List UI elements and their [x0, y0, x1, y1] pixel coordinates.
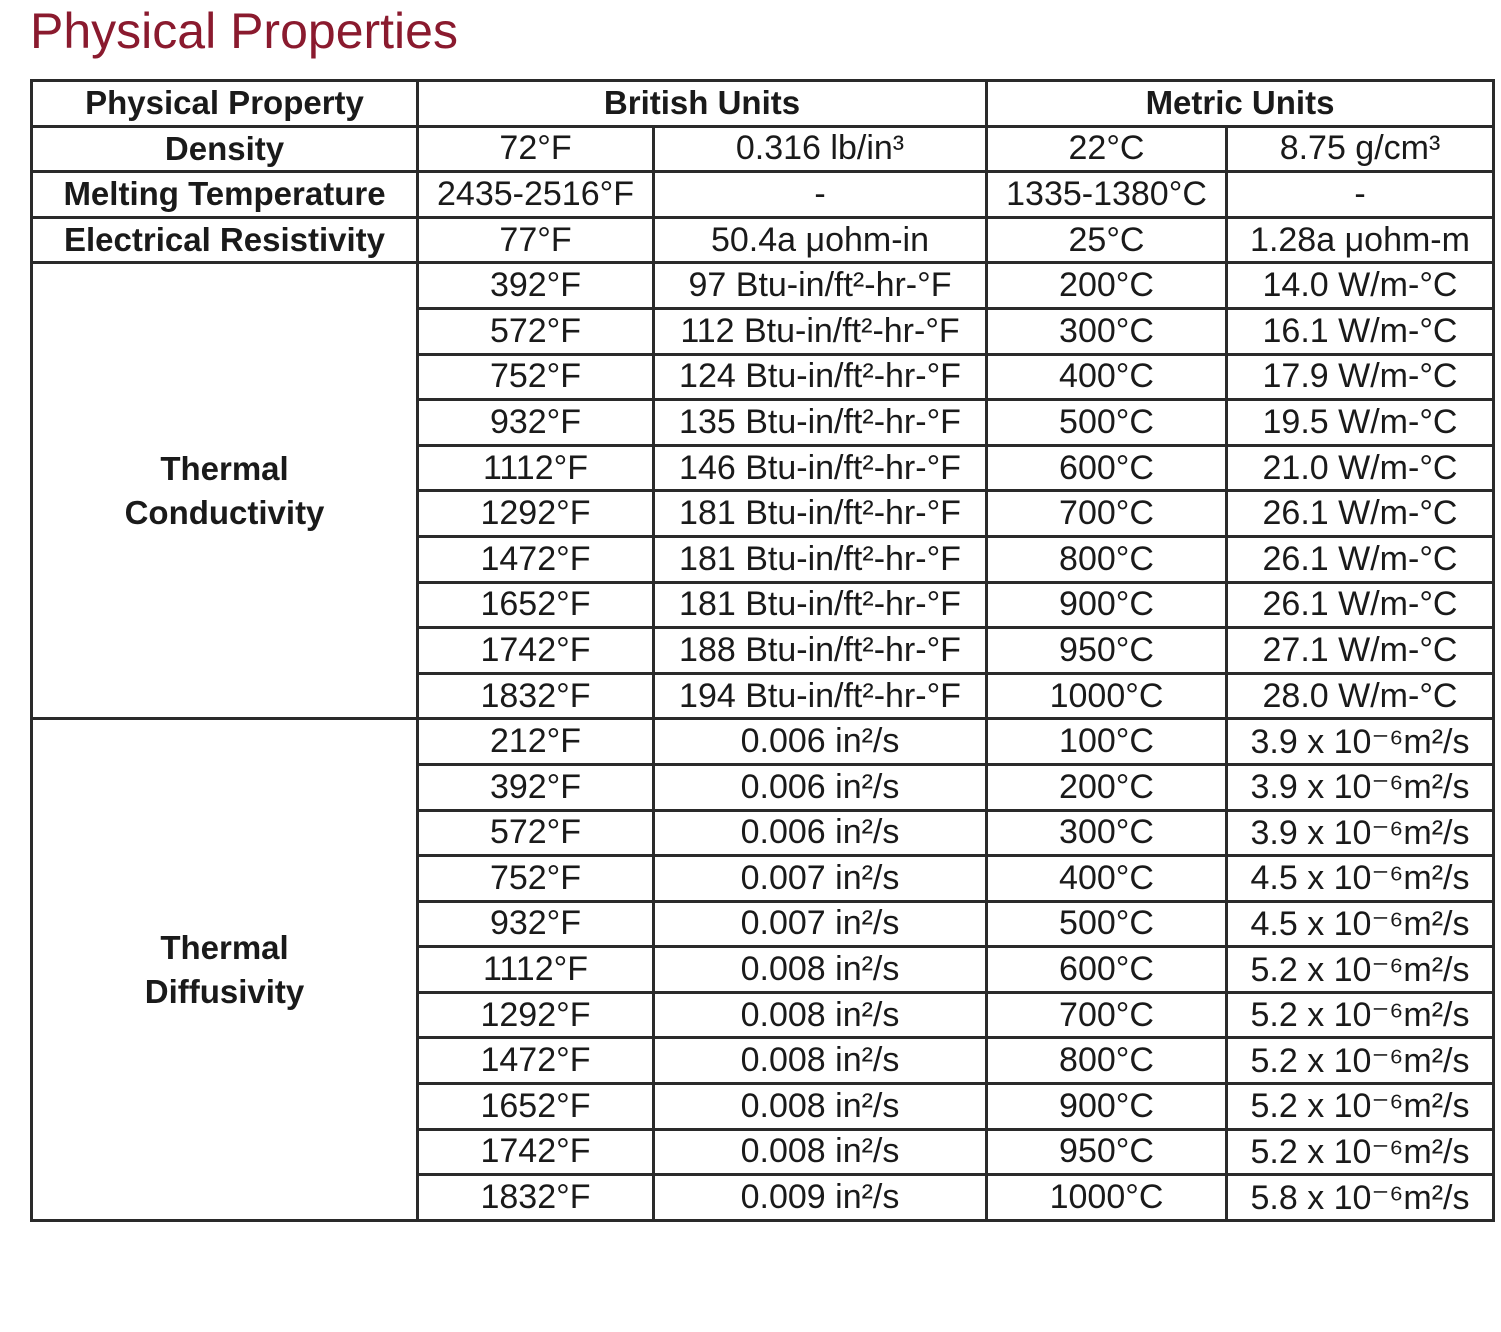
- british-value: 0.006 in²/s: [654, 719, 987, 765]
- table-row: [32, 263, 1494, 309]
- british-temp: 212°F: [418, 719, 654, 765]
- british-value: 146 Btu-in/ft²-hr-°F: [654, 445, 987, 491]
- british-value: 0.008 in²/s: [654, 1038, 987, 1084]
- metric-temp: 600°C: [987, 445, 1227, 491]
- header-metric-units: Metric Units: [987, 81, 1494, 127]
- metric-temp: 700°C: [987, 992, 1227, 1038]
- metric-value: 14.0 W/m-°C: [1227, 263, 1494, 309]
- metric-temp: 800°C: [987, 1038, 1227, 1084]
- british-temp: 1832°F: [418, 673, 654, 719]
- metric-value: 26.1 W/m-°C: [1227, 491, 1494, 537]
- british-value: 0.008 in²/s: [654, 992, 987, 1038]
- british-temp: 1742°F: [418, 628, 654, 674]
- british-value: 0.008 in²/s: [654, 1084, 987, 1130]
- metric-temp: 500°C: [987, 901, 1227, 947]
- header-british-units: British Units: [418, 81, 987, 127]
- british-value: 0.006 in²/s: [654, 764, 987, 810]
- metric-temp: 500°C: [987, 400, 1227, 446]
- british-temp: 1112°F: [418, 445, 654, 491]
- british-temp: 1292°F: [418, 491, 654, 537]
- british-temp: 392°F: [418, 263, 654, 309]
- metric-value: 5.2 x 10⁻⁶m²/s: [1227, 1129, 1494, 1175]
- british-temp: 2435-2516°F: [418, 172, 654, 218]
- row-property: Melting Temperature: [32, 172, 418, 218]
- metric-temp: 950°C: [987, 1129, 1227, 1175]
- metric-value: -: [1227, 172, 1494, 218]
- row-property: Density: [32, 126, 418, 172]
- metric-value: 5.2 x 10⁻⁶m²/s: [1227, 1038, 1494, 1084]
- metric-temp: 25°C: [987, 217, 1227, 263]
- metric-value: 5.2 x 10⁻⁶m²/s: [1227, 1084, 1494, 1130]
- metric-temp: 400°C: [987, 354, 1227, 400]
- table-row: [32, 126, 1494, 172]
- metric-value: 4.5 x 10⁻⁶m²/s: [1227, 901, 1494, 947]
- metric-temp: 800°C: [987, 536, 1227, 582]
- british-temp: 1472°F: [418, 536, 654, 582]
- metric-temp: 200°C: [987, 764, 1227, 810]
- metric-value: 16.1 W/m-°C: [1227, 308, 1494, 354]
- british-value: 181 Btu-in/ft²-hr-°F: [654, 582, 987, 628]
- british-value: 0.009 in²/s: [654, 1175, 987, 1221]
- british-value: 0.007 in²/s: [654, 856, 987, 902]
- thermal-conductivity-label: [32, 263, 418, 719]
- british-temp: 1292°F: [418, 992, 654, 1038]
- british-value: 0.008 in²/s: [654, 947, 987, 993]
- metric-value: 3.9 x 10⁻⁶m²/s: [1227, 719, 1494, 765]
- british-temp: 1652°F: [418, 1084, 654, 1130]
- british-temp: 1112°F: [418, 947, 654, 993]
- metric-value: 4.5 x 10⁻⁶m²/s: [1227, 856, 1494, 902]
- british-temp: 1832°F: [418, 1175, 654, 1221]
- metric-value: 3.9 x 10⁻⁶m²/s: [1227, 810, 1494, 856]
- british-value: 0.007 in²/s: [654, 901, 987, 947]
- metric-temp: 200°C: [987, 263, 1227, 309]
- metric-value: 19.5 W/m-°C: [1227, 400, 1494, 446]
- metric-value: 27.1 W/m-°C: [1227, 628, 1494, 674]
- metric-temp: 300°C: [987, 810, 1227, 856]
- british-value: 135 Btu-in/ft²-hr-°F: [654, 400, 987, 446]
- british-temp: 572°F: [418, 308, 654, 354]
- british-value: 0.006 in²/s: [654, 810, 987, 856]
- british-temp: 1472°F: [418, 1038, 654, 1084]
- british-temp: 77°F: [418, 217, 654, 263]
- british-temp: 932°F: [418, 901, 654, 947]
- british-value: 124 Btu-in/ft²-hr-°F: [654, 354, 987, 400]
- metric-value: 17.9 W/m-°C: [1227, 354, 1494, 400]
- header-physical-property: Physical Property: [32, 81, 418, 127]
- table-row: [32, 172, 1494, 218]
- british-temp: 72°F: [418, 126, 654, 172]
- british-value: 194 Btu-in/ft²-hr-°F: [654, 673, 987, 719]
- thermal-diffusivity-label-line2: Diffusivity: [144, 972, 305, 1010]
- british-temp: 1652°F: [418, 582, 654, 628]
- metric-value: 5.8 x 10⁻⁶m²/s: [1227, 1175, 1494, 1221]
- british-temp: 572°F: [418, 810, 654, 856]
- british-value: 112 Btu-in/ft²-hr-°F: [654, 308, 987, 354]
- metric-temp: 1000°C: [987, 673, 1227, 719]
- metric-temp: 300°C: [987, 308, 1227, 354]
- british-value: 97 Btu-in/ft²-hr-°F: [654, 263, 987, 309]
- metric-value: 28.0 W/m-°C: [1227, 673, 1494, 719]
- metric-value: 5.2 x 10⁻⁶m²/s: [1227, 947, 1494, 993]
- british-temp: 752°F: [418, 856, 654, 902]
- metric-temp: 900°C: [987, 582, 1227, 628]
- british-value: 0.008 in²/s: [654, 1129, 987, 1175]
- metric-value: 21.0 W/m-°C: [1227, 445, 1494, 491]
- metric-value: 1.28a μohm-m: [1227, 217, 1494, 263]
- thermal-diffusivity-label: [32, 719, 418, 1221]
- thermal-diffusivity-label-line1: Thermal: [160, 928, 289, 966]
- british-value: 0.316 lb/in³: [654, 126, 987, 172]
- metric-temp: 1000°C: [987, 1175, 1227, 1221]
- metric-temp: 950°C: [987, 628, 1227, 674]
- british-temp: 1742°F: [418, 1129, 654, 1175]
- british-value: 188 Btu-in/ft²-hr-°F: [654, 628, 987, 674]
- metric-value: 5.2 x 10⁻⁶m²/s: [1227, 992, 1494, 1038]
- metric-temp: 600°C: [987, 947, 1227, 993]
- row-property: Electrical Resistivity: [32, 217, 418, 263]
- british-temp: 392°F: [418, 764, 654, 810]
- british-temp: 932°F: [418, 400, 654, 446]
- metric-temp: 700°C: [987, 491, 1227, 537]
- metric-value: 3.9 x 10⁻⁶m²/s: [1227, 764, 1494, 810]
- metric-value: 26.1 W/m-°C: [1227, 582, 1494, 628]
- metric-value: 8.75 g/cm³: [1227, 126, 1494, 172]
- british-value: 181 Btu-in/ft²-hr-°F: [654, 491, 987, 537]
- table-row: [32, 217, 1494, 263]
- british-value: 181 Btu-in/ft²-hr-°F: [654, 536, 987, 582]
- page-title: Physical Properties: [30, 3, 458, 59]
- british-value: 50.4a μohm-in: [654, 217, 987, 263]
- metric-temp: 400°C: [987, 856, 1227, 902]
- british-temp: 752°F: [418, 354, 654, 400]
- metric-temp: 900°C: [987, 1084, 1227, 1130]
- thermal-conductivity-label-line1: Thermal: [160, 449, 289, 487]
- metric-temp: 22°C: [987, 126, 1227, 172]
- metric-temp: 100°C: [987, 719, 1227, 765]
- physical-properties-table: [30, 79, 1495, 1222]
- metric-value: 26.1 W/m-°C: [1227, 536, 1494, 582]
- table-row: [32, 719, 1494, 765]
- british-value: -: [654, 172, 987, 218]
- thermal-conductivity-label-line2: Conductivity: [124, 493, 325, 531]
- metric-temp: 1335-1380°C: [987, 172, 1227, 218]
- table-header-row: [32, 81, 1494, 127]
